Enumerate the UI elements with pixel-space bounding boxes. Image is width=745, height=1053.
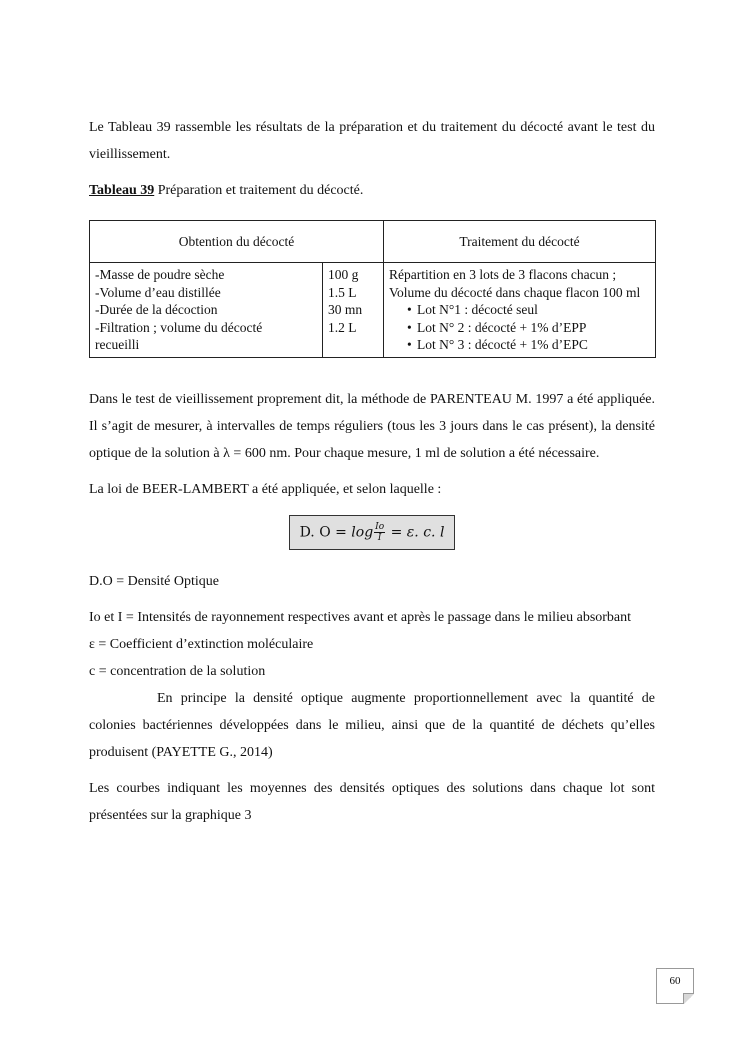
- obtention-values-cell: [323, 263, 384, 358]
- method-paragraph: Dans le test de vieillissement proprement dit, la méthode de PARENTEAU M. 1997 a été appliquée. Il s’agit de mesurer, à intervalles de temps réguliers (tous les 3 jours dans le cas présent), la densité optique de la solution à λ = 600 nm. Pour chaque mesure, 1 ml de solution a été nécessaire.: [89, 391, 655, 461]
- formula-numerator: Io: [375, 521, 385, 532]
- formula-fraction: [374, 522, 385, 543]
- preparation-table: [89, 220, 656, 358]
- formula-denominator: I: [377, 532, 382, 543]
- definition-epsilon: ε = Coefficient d’extinction moléculaire: [89, 636, 314, 652]
- page-number: 60: [656, 968, 694, 1004]
- table-caption: [89, 177, 655, 204]
- table-caption-label: Tableau 39: [89, 183, 155, 198]
- lot-item: • Lot N°1 : décocté seul: [407, 301, 650, 319]
- table-body-row: [90, 263, 656, 358]
- obtention-label: -Filtration ; volume du décocté: [95, 319, 263, 335]
- table-header-row: [90, 221, 656, 263]
- definition-do: D.O = Densité Optique: [89, 573, 219, 589]
- law-paragraph: La loi de BEER-LAMBERT a été appliquée, et selon laquelle :: [89, 481, 442, 497]
- obtention-label: -Durée de la décoction: [95, 302, 218, 317]
- curves-paragraph: Les courbes indiquant les moyennes des densités optiques des solutions dans chaque lot sont présentées sur la graphique 3: [89, 780, 655, 823]
- formula-rhs: = ε. c. l: [386, 524, 445, 540]
- lots-list: [389, 301, 650, 354]
- obtention-labels-cell: [90, 263, 323, 358]
- table-caption-text: Préparation et traitement du décocté.: [154, 183, 364, 198]
- formula-container: [89, 515, 655, 550]
- lot-item: • Lot N° 3 : décocté + 1% d’EPC: [407, 336, 650, 354]
- header-obtention: Obtention du décocté: [90, 221, 384, 263]
- principle-paragraph: En principe la densité optique augmente proportionnellement avec la quantité de colonies bactériennes développées dans le milieu, ainsi que de la quantité de déchets qu’elles produisent (PAYETTE G., 2014): [89, 690, 655, 760]
- lot-item: • Lot N° 2 : décocté + 1% d’EPP: [407, 319, 650, 337]
- definition-io: Io et I = Intensités de rayonnement respectives avant et après le passage dans le milieu absorbant: [89, 609, 632, 625]
- formula-lhs: D. O =: [299, 524, 352, 540]
- obtention-label: -Volume d’eau distillée: [95, 284, 221, 300]
- document-page: [89, 114, 655, 829]
- intro-paragraph: Le Tableau 39 rassemble les résultats de la préparation et du traitement du décocté avant le test du vieillissement.: [89, 120, 655, 162]
- definitions-block: [89, 604, 655, 685]
- treatment-intro: Répartition en 3 lots de 3 flacons chacun ; Volume du décocté dans chaque flacon 100 ml: [389, 267, 641, 300]
- obtention-label: recueilli: [95, 337, 140, 352]
- obtention-value: 1.2 L: [328, 319, 357, 335]
- obtention-value: 1.5 L: [328, 284, 357, 300]
- obtention-value: 30 mn: [328, 302, 363, 317]
- formula-log: log: [351, 524, 374, 540]
- obtention-value: 100 g: [328, 267, 359, 282]
- definition-c: c = concentration de la solution: [89, 663, 266, 679]
- obtention-label: -Masse de poudre sèche: [95, 267, 225, 282]
- header-traitement: Traitement du décocté: [384, 221, 656, 263]
- treatment-cell: [384, 263, 656, 358]
- beer-lambert-formula: [289, 515, 456, 550]
